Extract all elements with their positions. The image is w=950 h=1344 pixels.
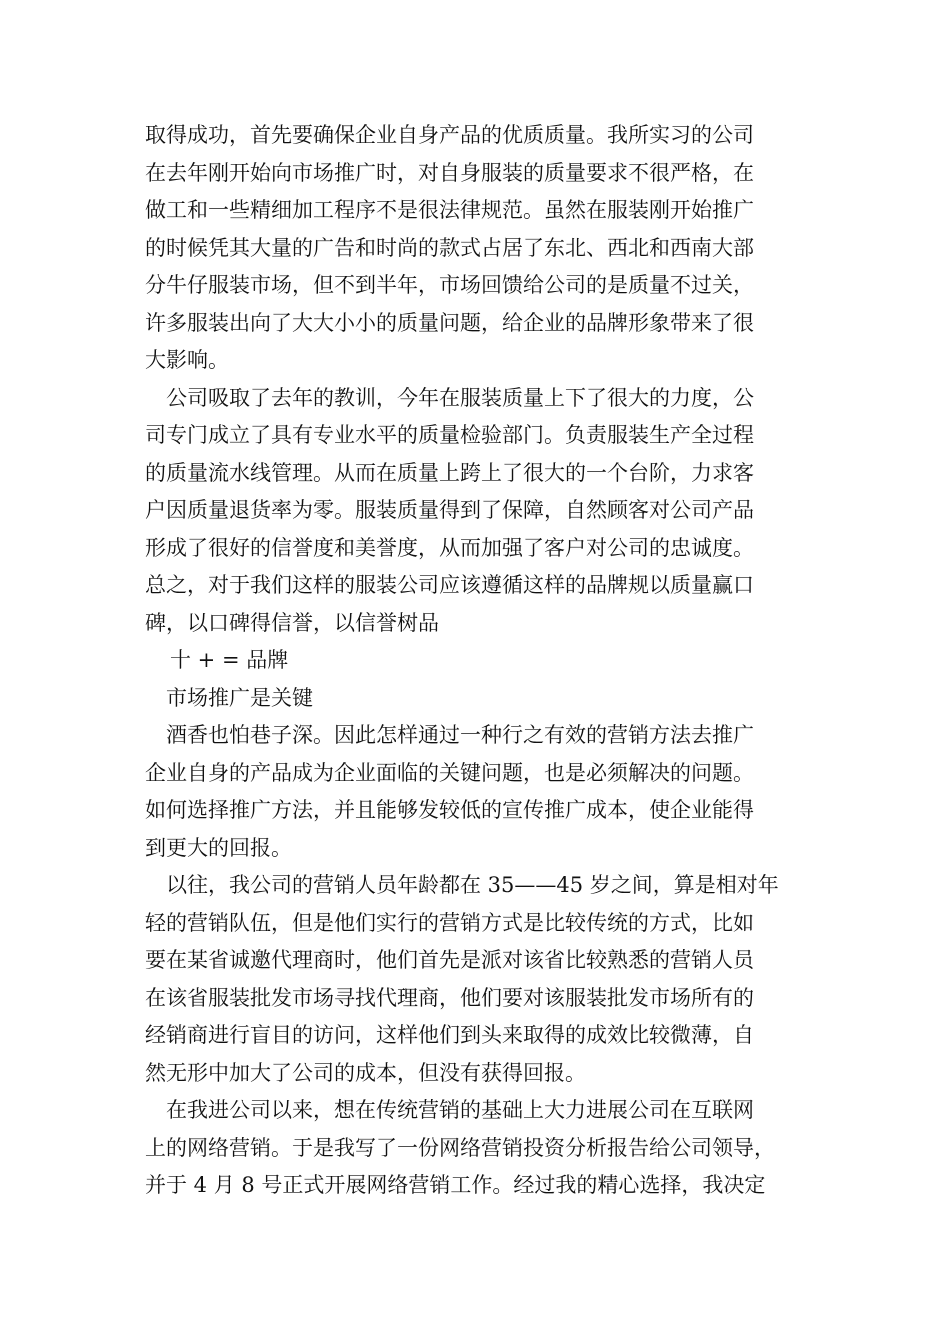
paragraph-start-line: 公司吸取了去年的教训，今年在服装质量上下了很大的力度，公 (166, 385, 754, 410)
text-line: 企业自身的产品成为企业面临的关键问题，也是必须解决的问题。 (145, 760, 754, 785)
text-line: 大影响。 (145, 348, 229, 372)
text-line: 上的网络营销。于是我写了一份网络营销投资分析报告给公司领导， (145, 1135, 775, 1160)
text-line: 形成了很好的信誉度和美誉度，从而加强了客户对公司的忠诚度。 (145, 535, 754, 560)
text-line: 的质量流水线管理。从而在质量上跨上了很大的一个台阶，力求客 (145, 460, 754, 485)
paragraph-start-line: 在我进公司以来，想在传统营销的基础上大力进展公司在互联网 (166, 1098, 754, 1122)
text-line: 总之，对于我们这样的服装公司应该遵循这样的品牌规以质量赢口 (145, 573, 754, 597)
text-line: 分牛仔服装市场，但不到半年，市场回馈给公司的是质量不过关， (145, 273, 754, 297)
text-line: 在该省服装批发市场寻找代理商，他们要对该服装批发市场所有的 (145, 985, 754, 1010)
text-line: 许多服装出向了大大小小的质量问题，给企业的品牌形象带来了很 (145, 310, 754, 335)
formula-line: 十 + = 品牌 (170, 648, 289, 672)
document-body (145, 117, 810, 1205)
text-line: 并于 4 月 8 号正式开展网络营销工作。经过我的精心选择，我决定 (145, 1173, 766, 1197)
text-line: 到更大的回报。 (145, 835, 292, 860)
text-line: 取得成功，首先要确保企业自身产品的优质质量。我所实习的公司 (145, 123, 754, 147)
paragraph-start-line: 酒香也怕巷子深。因此怎样通过一种行之有效的营销方法去推广 (166, 723, 754, 747)
text-line: 要在某省诚邀代理商时，他们首先是派对该省比较熟悉的营销人员 (145, 948, 754, 972)
text-line: 的时候凭其大量的广告和时尚的款式占居了东北、西北和西南大部 (145, 235, 754, 260)
text-line: 经销商进行盲目的访问，这样他们到头来取得的成效比较微薄，自 (145, 1023, 754, 1047)
text-line: 做工和一些精细加工程序不是很法律规范。虽然在服装刚开始推广 (145, 198, 754, 222)
text-line: 轻的营销队伍，但是他们实行的营销方式是比较传统的方式，比如 (145, 910, 754, 935)
section-heading: 市场推广是关键 (166, 685, 313, 710)
text-line: 然无形中加大了公司的成本，但没有获得回报。 (145, 1060, 586, 1085)
paragraph-start-line: 以往，我公司的营销人员年龄都在 35——45 岁之间，算是相对年 (166, 873, 779, 897)
text-line: 如何选择推广方法，并且能够发较低的宣传推广成本，使企业能得 (145, 798, 754, 822)
text-line: 在去年刚开始向市场推广时，对自身服装的质量要求不很严格，在 (145, 160, 754, 185)
text-line: 碑，以口碑得信誉，以信誉树品 (145, 610, 439, 635)
text-line: 司专门成立了具有专业水平的质量检验部门。负责服装生产全过程 (145, 423, 754, 447)
text-line: 户因质量退货率为零。服装质量得到了保障，自然顾客对公司产品 (145, 498, 754, 522)
